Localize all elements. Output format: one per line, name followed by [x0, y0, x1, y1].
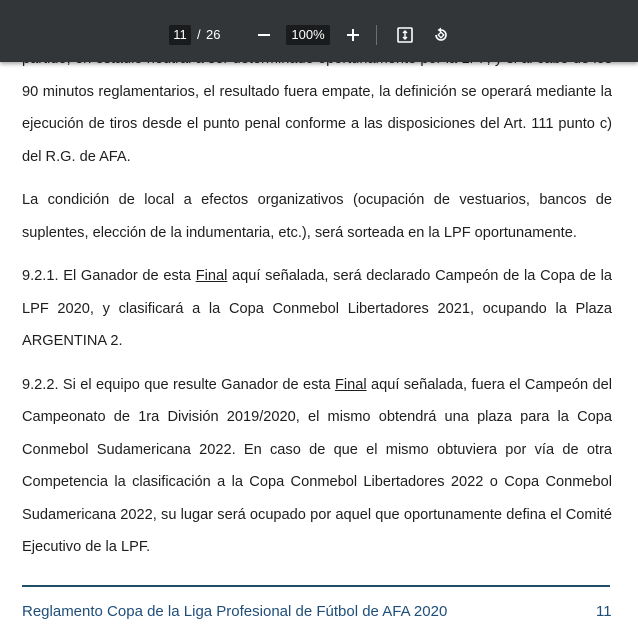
document-body [22, 43, 612, 575]
paragraph-3 [22, 260, 612, 358]
rotate-button[interactable] [428, 22, 454, 48]
page-separator: / [197, 27, 201, 42]
paragraph-2: La condición de local a efectos organizativos (ocupación de vestuarios, bancos de suplentes, elección de la indumentaria, etc.), será sorteada en la LPF oportunamente. [22, 192, 612, 241]
toolbar-divider [376, 25, 377, 45]
paragraph-3-start: 9.2.1. El Ganador de esta [22, 268, 196, 284]
fit-page-button[interactable] [392, 22, 418, 48]
paragraph-4-start: 9.2.2. Si el equipo que resulte Ganador de esta [22, 376, 335, 393]
paragraph-1 [22, 43, 612, 173]
final-link: Final [195, 268, 228, 284]
zoom-in-button[interactable] [340, 22, 366, 48]
pdf-toolbar [0, 0, 638, 62]
plus-icon [346, 28, 360, 42]
footer-page-number: 11 [596, 603, 612, 620]
paragraph-4-end: aquí señalada, fuera el Campeón del Campeonato de 1ra División 2019/2020, el mismo obtendrá una plaza para la Copa Conmebol Sudamericana 2022. En caso de que el mismo obtuviera por vía de otra Competencia la clasificación a la Copa Conmebol Libertadores 2022 o Copa Conmebol Sudamericana 2022, su lugar será ocupado por aquel que oportunamente defina el Comité Ejecutivo de la LPF. [22, 376, 612, 555]
zoom-level-input[interactable]: 100% [286, 25, 330, 45]
paragraph-4 [22, 369, 612, 564]
final-link: Final [334, 376, 367, 393]
fit-page-icon [396, 26, 414, 44]
footer-rule [22, 585, 610, 587]
zoom-out-button[interactable] [251, 22, 277, 48]
footer-title: Reglamento Copa de la Liga Profesional de Fútbol de AFA 2020 [22, 603, 448, 620]
paragraph-3-end: aquí señalada, será declarado Campeón de la Copa de la LPF 2020, y clasificará a la Copa Conmebol Libertadores 2021, ocupando la Plaza ARGENTINA 2. [22, 268, 613, 349]
paragraph-1-text: 90 minutos reglamentarios, el resultado fuera empate, la definición se operará mediante la ejecución de tiros desde el punto penal conforme a las disposiciones del Art. 111 punto c) del R.G. de AFA. [22, 83, 612, 165]
rotate-icon [432, 26, 450, 44]
minus-icon [257, 28, 271, 42]
total-pages: 26 [206, 27, 221, 42]
page-number-input[interactable]: 11 [169, 25, 191, 45]
